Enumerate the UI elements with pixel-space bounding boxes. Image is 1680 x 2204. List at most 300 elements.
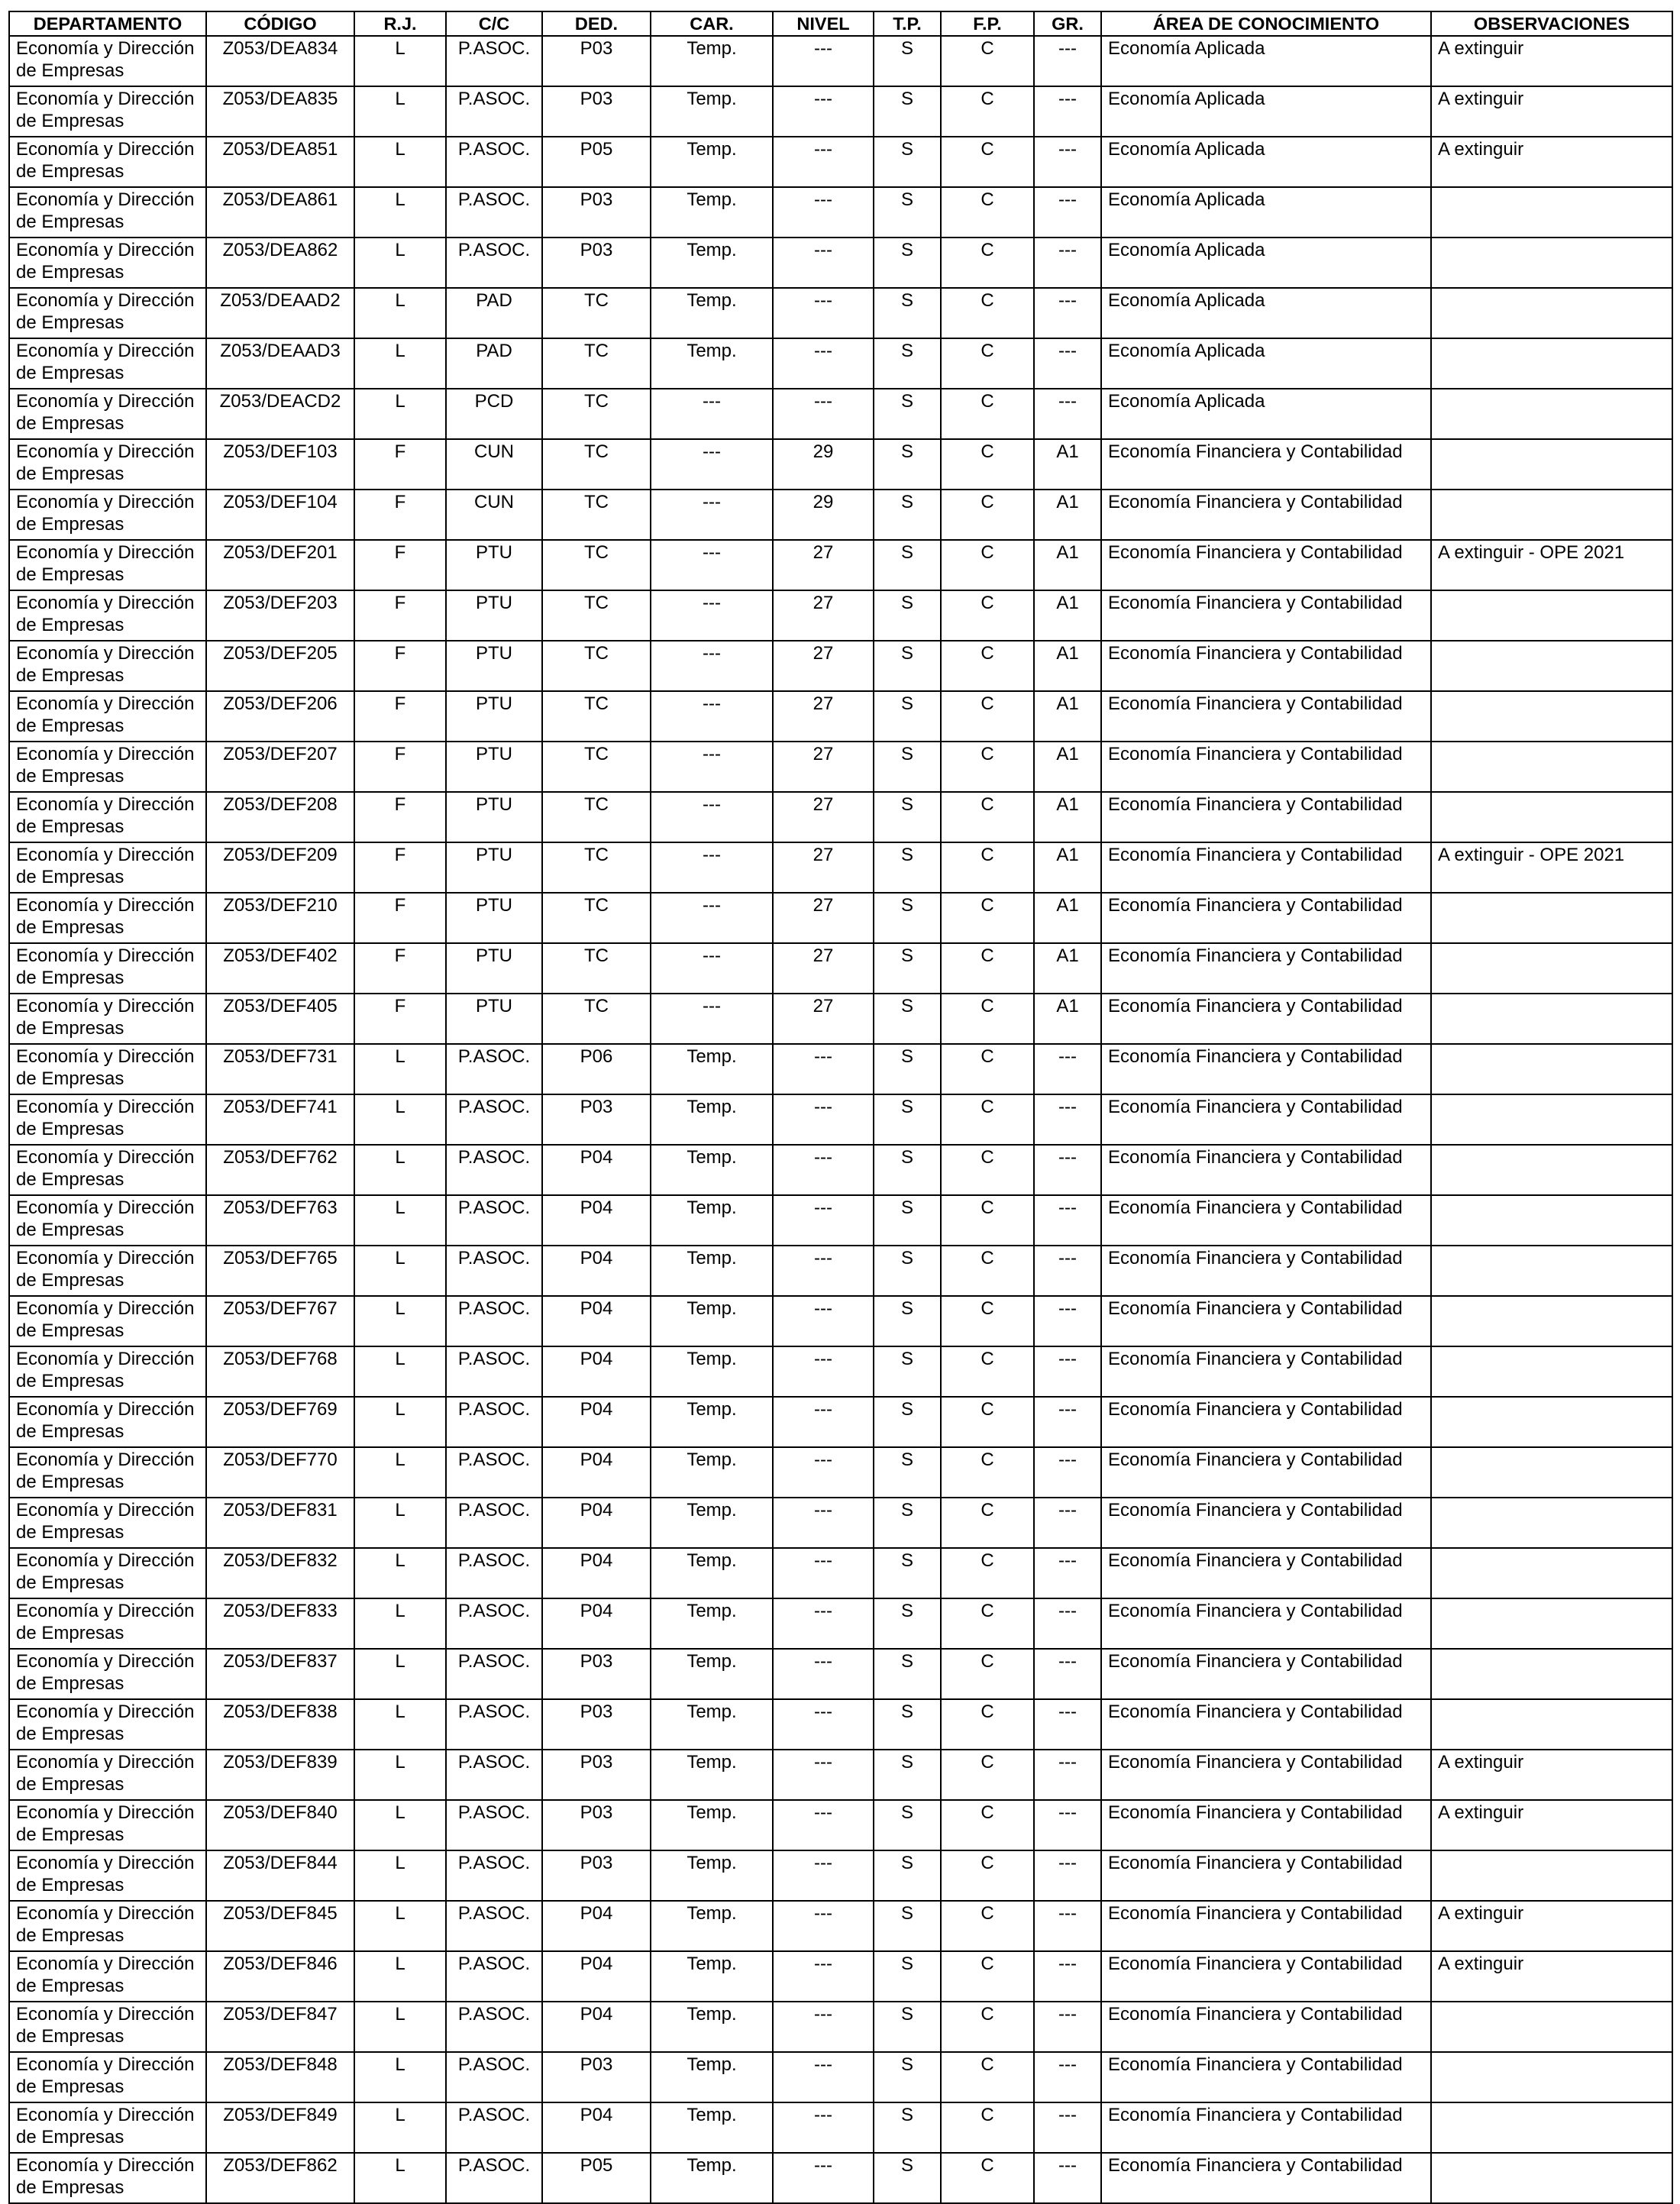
area-cell: Economía Aplicada	[1101, 187, 1431, 238]
cc-cell: P.ASOC.	[446, 1951, 542, 2002]
fp-cell: C	[941, 1044, 1034, 1094]
gr-cell: A1	[1034, 792, 1101, 842]
area-cell: Economía Financiera y Contabilidad	[1101, 2002, 1431, 2052]
gr-cell: A1	[1034, 893, 1101, 943]
rj-cell: L	[354, 1548, 446, 1598]
table-body	[9, 36, 1672, 2203]
header-cc: C/C	[446, 11, 542, 36]
departamento-cell: Economía y Dirección de Empresas	[9, 238, 206, 288]
observaciones-cell	[1431, 490, 1672, 540]
gr-cell: ---	[1034, 86, 1101, 137]
nivel-cell: ---	[773, 1044, 874, 1094]
observaciones-cell: A extinguir	[1431, 1951, 1672, 2002]
nivel-cell: ---	[773, 1246, 874, 1296]
gr-cell: ---	[1034, 288, 1101, 338]
codigo-cell: Z053/DEF762	[206, 1145, 354, 1195]
nivel-cell: ---	[773, 2002, 874, 2052]
table-row	[9, 994, 1672, 1044]
table-row	[9, 2002, 1672, 2052]
cc-cell: P.ASOC.	[446, 2052, 542, 2102]
cc-cell: P.ASOC.	[446, 36, 542, 86]
car-cell: Temp.	[651, 1044, 773, 1094]
cc-cell: P.ASOC.	[446, 238, 542, 288]
car-cell: Temp.	[651, 1246, 773, 1296]
ded-cell: P03	[542, 86, 651, 137]
gr-cell: ---	[1034, 1346, 1101, 1397]
gr-cell: A1	[1034, 590, 1101, 641]
ded-cell: P04	[542, 1951, 651, 2002]
car-cell: ---	[651, 842, 773, 893]
cc-cell: P.ASOC.	[446, 1750, 542, 1800]
observaciones-cell	[1431, 893, 1672, 943]
departamento-cell: Economía y Dirección de Empresas	[9, 1397, 206, 1447]
codigo-cell: Z053/DEF840	[206, 1800, 354, 1850]
car-cell: Temp.	[651, 86, 773, 137]
gr-cell: A1	[1034, 943, 1101, 994]
codigo-cell: Z053/DEF203	[206, 590, 354, 641]
nivel-cell: ---	[773, 1649, 874, 1699]
gr-cell: ---	[1034, 2002, 1101, 2052]
table-row	[9, 1346, 1672, 1397]
rj-cell: L	[354, 1044, 446, 1094]
nivel-cell: ---	[773, 1699, 874, 1750]
observaciones-cell	[1431, 691, 1672, 742]
observaciones-cell	[1431, 2052, 1672, 2102]
rj-cell: L	[354, 2102, 446, 2153]
table-row	[9, 641, 1672, 691]
observaciones-cell	[1431, 742, 1672, 792]
fp-cell: C	[941, 691, 1034, 742]
codigo-cell: Z053/DEF845	[206, 1901, 354, 1951]
area-cell: Economía Financiera y Contabilidad	[1101, 1548, 1431, 1598]
cc-cell: P.ASOC.	[446, 1094, 542, 1145]
gr-cell: ---	[1034, 338, 1101, 389]
nivel-cell: ---	[773, 2102, 874, 2153]
table-row	[9, 1598, 1672, 1649]
departamento-cell: Economía y Dirección de Empresas	[9, 2002, 206, 2052]
area-cell: Economía Financiera y Contabilidad	[1101, 842, 1431, 893]
ded-cell: P04	[542, 1447, 651, 1498]
cc-cell: P.ASOC.	[446, 86, 542, 137]
car-cell: ---	[651, 994, 773, 1044]
fp-cell: C	[941, 1750, 1034, 1800]
observaciones-cell: A extinguir - OPE 2021	[1431, 540, 1672, 590]
codigo-cell: Z053/DEF210	[206, 893, 354, 943]
tp-cell: S	[874, 288, 941, 338]
header-observaciones: OBSERVACIONES	[1431, 11, 1672, 36]
tp-cell: S	[874, 36, 941, 86]
tp-cell: S	[874, 1649, 941, 1699]
area-cell: Economía Financiera y Contabilidad	[1101, 1850, 1431, 1901]
area-cell: Economía Financiera y Contabilidad	[1101, 2052, 1431, 2102]
area-cell: Economía Financiera y Contabilidad	[1101, 1750, 1431, 1800]
rj-cell: L	[354, 238, 446, 288]
nivel-cell: ---	[773, 1951, 874, 2002]
area-cell: Economía Financiera y Contabilidad	[1101, 1346, 1431, 1397]
table-row	[9, 238, 1672, 288]
nivel-cell: ---	[773, 36, 874, 86]
nivel-cell: 29	[773, 439, 874, 490]
header-fp: F.P.	[941, 11, 1034, 36]
car-cell: Temp.	[651, 1296, 773, 1346]
departamento-cell: Economía y Dirección de Empresas	[9, 288, 206, 338]
observaciones-cell	[1431, 1598, 1672, 1649]
car-cell: Temp.	[651, 1598, 773, 1649]
table-row	[9, 86, 1672, 137]
car-cell: ---	[651, 893, 773, 943]
gr-cell: ---	[1034, 1397, 1101, 1447]
area-cell: Economía Aplicada	[1101, 238, 1431, 288]
nivel-cell: 27	[773, 742, 874, 792]
tp-cell: S	[874, 439, 941, 490]
cc-cell: P.ASOC.	[446, 1850, 542, 1901]
ded-cell: P04	[542, 1296, 651, 1346]
area-cell: Economía Financiera y Contabilidad	[1101, 1951, 1431, 2002]
codigo-cell: Z053/DEA862	[206, 238, 354, 288]
observaciones-cell	[1431, 792, 1672, 842]
codigo-cell: Z053/DEAAD3	[206, 338, 354, 389]
rj-cell: L	[354, 1296, 446, 1346]
fp-cell: C	[941, 1548, 1034, 1598]
car-cell: Temp.	[651, 2102, 773, 2153]
codigo-cell: Z053/DEF831	[206, 1498, 354, 1548]
ded-cell: TC	[542, 590, 651, 641]
ded-cell: P03	[542, 1699, 651, 1750]
gr-cell: ---	[1034, 1548, 1101, 1598]
rj-cell: L	[354, 86, 446, 137]
codigo-cell: Z053/DEF763	[206, 1195, 354, 1246]
car-cell: Temp.	[651, 2002, 773, 2052]
codigo-cell: Z053/DEF769	[206, 1397, 354, 1447]
rj-cell: L	[354, 36, 446, 86]
tp-cell: S	[874, 2052, 941, 2102]
car-cell: Temp.	[651, 2052, 773, 2102]
observaciones-cell	[1431, 288, 1672, 338]
fp-cell: C	[941, 893, 1034, 943]
table-row	[9, 2052, 1672, 2102]
area-cell: Economía Financiera y Contabilidad	[1101, 742, 1431, 792]
departamento-cell: Economía y Dirección de Empresas	[9, 1800, 206, 1850]
area-cell: Economía Financiera y Contabilidad	[1101, 1296, 1431, 1346]
nivel-cell: ---	[773, 2052, 874, 2102]
tp-cell: S	[874, 1548, 941, 1598]
cc-cell: PTU	[446, 994, 542, 1044]
codigo-cell: Z053/DEF839	[206, 1750, 354, 1800]
observaciones-cell: A extinguir - OPE 2021	[1431, 842, 1672, 893]
ded-cell: TC	[542, 439, 651, 490]
departamento-cell: Economía y Dirección de Empresas	[9, 439, 206, 490]
fp-cell: C	[941, 36, 1034, 86]
header-car: CAR.	[651, 11, 773, 36]
observaciones-cell: A extinguir	[1431, 1901, 1672, 1951]
table-row	[9, 1397, 1672, 1447]
codigo-cell: Z053/DEA861	[206, 187, 354, 238]
area-cell: Economía Financiera y Contabilidad	[1101, 1145, 1431, 1195]
ded-cell: TC	[542, 490, 651, 540]
area-cell: Economía Financiera y Contabilidad	[1101, 1195, 1431, 1246]
area-cell: Economía Aplicada	[1101, 288, 1431, 338]
fp-cell: C	[941, 1346, 1034, 1397]
rj-cell: F	[354, 742, 446, 792]
table-row	[9, 1094, 1672, 1145]
nivel-cell: 29	[773, 490, 874, 540]
observaciones-cell	[1431, 187, 1672, 238]
nivel-cell: ---	[773, 1094, 874, 1145]
table-row	[9, 137, 1672, 187]
codigo-cell: Z053/DEF770	[206, 1447, 354, 1498]
car-cell: ---	[651, 540, 773, 590]
tp-cell: S	[874, 1296, 941, 1346]
gr-cell: A1	[1034, 994, 1101, 1044]
car-cell: ---	[651, 691, 773, 742]
tp-cell: S	[874, 943, 941, 994]
codigo-cell: Z053/DEF767	[206, 1296, 354, 1346]
gr-cell: ---	[1034, 2102, 1101, 2153]
gr-cell: ---	[1034, 1750, 1101, 1800]
gr-cell: ---	[1034, 1850, 1101, 1901]
ded-cell: P03	[542, 36, 651, 86]
fp-cell: C	[941, 2102, 1034, 2153]
departamento-cell: Economía y Dirección de Empresas	[9, 641, 206, 691]
nivel-cell: 27	[773, 792, 874, 842]
car-cell: Temp.	[651, 338, 773, 389]
area-cell: Economía Aplicada	[1101, 36, 1431, 86]
rj-cell: L	[354, 1800, 446, 1850]
rj-cell: L	[354, 1397, 446, 1447]
fp-cell: C	[941, 1094, 1034, 1145]
rj-cell: F	[354, 994, 446, 1044]
ded-cell: P05	[542, 2153, 651, 2203]
rj-cell: L	[354, 338, 446, 389]
observaciones-cell	[1431, 439, 1672, 490]
departamento-cell: Economía y Dirección de Empresas	[9, 590, 206, 641]
departamento-cell: Economía y Dirección de Empresas	[9, 2052, 206, 2102]
codigo-cell: Z053/DEF402	[206, 943, 354, 994]
rj-cell: L	[354, 2153, 446, 2203]
fp-cell: C	[941, 2002, 1034, 2052]
cc-cell: PCD	[446, 389, 542, 439]
area-cell: Economía Financiera y Contabilidad	[1101, 943, 1431, 994]
departamento-cell: Economía y Dirección de Empresas	[9, 1346, 206, 1397]
rj-cell: L	[354, 1649, 446, 1699]
departamento-cell: Economía y Dirección de Empresas	[9, 1145, 206, 1195]
rj-cell: F	[354, 641, 446, 691]
header-rj: R.J.	[354, 11, 446, 36]
nivel-cell: ---	[773, 1498, 874, 1548]
observaciones-cell	[1431, 1195, 1672, 1246]
rj-cell: L	[354, 1750, 446, 1800]
table-row	[9, 1850, 1672, 1901]
departamento-cell: Economía y Dirección de Empresas	[9, 1598, 206, 1649]
gr-cell: ---	[1034, 36, 1101, 86]
tp-cell: S	[874, 2002, 941, 2052]
departamento-cell: Economía y Dirección de Empresas	[9, 389, 206, 439]
table-row	[9, 742, 1672, 792]
fp-cell: C	[941, 1397, 1034, 1447]
ded-cell: P03	[542, 2052, 651, 2102]
cc-cell: PAD	[446, 338, 542, 389]
table-row	[9, 1800, 1672, 1850]
rj-cell: F	[354, 439, 446, 490]
fp-cell: C	[941, 439, 1034, 490]
car-cell: ---	[651, 490, 773, 540]
cc-cell: P.ASOC.	[446, 1598, 542, 1649]
cc-cell: PTU	[446, 641, 542, 691]
rj-cell: L	[354, 288, 446, 338]
codigo-cell: Z053/DEF837	[206, 1649, 354, 1699]
ded-cell: P04	[542, 2102, 651, 2153]
header-ded: DED.	[542, 11, 651, 36]
table-row	[9, 2153, 1672, 2203]
tp-cell: S	[874, 2153, 941, 2203]
car-cell: ---	[651, 439, 773, 490]
rj-cell: L	[354, 2002, 446, 2052]
observaciones-cell: A extinguir	[1431, 86, 1672, 137]
area-cell: Economía Financiera y Contabilidad	[1101, 641, 1431, 691]
table-row	[9, 1246, 1672, 1296]
gr-cell: ---	[1034, 1498, 1101, 1548]
departamento-cell: Economía y Dirección de Empresas	[9, 893, 206, 943]
tp-cell: S	[874, 1498, 941, 1548]
area-cell: Economía Financiera y Contabilidad	[1101, 1044, 1431, 1094]
fp-cell: C	[941, 338, 1034, 389]
rj-cell: F	[354, 590, 446, 641]
rj-cell: L	[354, 1951, 446, 2002]
fp-cell: C	[941, 490, 1034, 540]
departamento-cell: Economía y Dirección de Empresas	[9, 1195, 206, 1246]
fp-cell: C	[941, 590, 1034, 641]
rj-cell: L	[354, 137, 446, 187]
observaciones-cell: A extinguir	[1431, 1750, 1672, 1800]
gr-cell: A1	[1034, 439, 1101, 490]
nivel-cell: ---	[773, 187, 874, 238]
area-cell: Economía Financiera y Contabilidad	[1101, 1498, 1431, 1548]
nivel-cell: ---	[773, 137, 874, 187]
fp-cell: C	[941, 1800, 1034, 1850]
gr-cell: A1	[1034, 842, 1101, 893]
rj-cell: L	[354, 1699, 446, 1750]
observaciones-cell	[1431, 1044, 1672, 1094]
codigo-cell: Z053/DEACD2	[206, 389, 354, 439]
tp-cell: S	[874, 238, 941, 288]
departamento-cell: Economía y Dirección de Empresas	[9, 1548, 206, 1598]
codigo-cell: Z053/DEF833	[206, 1598, 354, 1649]
rj-cell: F	[354, 893, 446, 943]
codigo-cell: Z053/DEF207	[206, 742, 354, 792]
observaciones-cell	[1431, 1296, 1672, 1346]
car-cell: ---	[651, 742, 773, 792]
nivel-cell: ---	[773, 1850, 874, 1901]
codigo-cell: Z053/DEF205	[206, 641, 354, 691]
observaciones-cell	[1431, 1699, 1672, 1750]
fp-cell: C	[941, 2153, 1034, 2203]
area-cell: Economía Financiera y Contabilidad	[1101, 994, 1431, 1044]
cc-cell: P.ASOC.	[446, 1195, 542, 1246]
codigo-cell: Z053/DEF731	[206, 1044, 354, 1094]
departamento-cell: Economía y Dirección de Empresas	[9, 338, 206, 389]
fp-cell: C	[941, 1498, 1034, 1548]
cc-cell: P.ASOC.	[446, 1447, 542, 1498]
rj-cell: L	[354, 187, 446, 238]
cc-cell: P.ASOC.	[446, 1246, 542, 1296]
car-cell: ---	[651, 792, 773, 842]
cc-cell: PTU	[446, 540, 542, 590]
nivel-cell: 27	[773, 893, 874, 943]
cc-cell: PTU	[446, 792, 542, 842]
nivel-cell: ---	[773, 1548, 874, 1598]
rj-cell: L	[354, 1346, 446, 1397]
table-row	[9, 1498, 1672, 1548]
fp-cell: C	[941, 943, 1034, 994]
area-cell: Economía Aplicada	[1101, 86, 1431, 137]
fp-cell: C	[941, 1951, 1034, 2002]
gr-cell: ---	[1034, 1044, 1101, 1094]
rj-cell: F	[354, 490, 446, 540]
cc-cell: PTU	[446, 590, 542, 641]
nivel-cell: ---	[773, 1901, 874, 1951]
rj-cell: L	[354, 389, 446, 439]
fp-cell: C	[941, 1246, 1034, 1296]
nivel-cell: ---	[773, 1346, 874, 1397]
tp-cell: S	[874, 1598, 941, 1649]
table-row	[9, 187, 1672, 238]
rj-cell: L	[354, 1850, 446, 1901]
ded-cell: TC	[542, 893, 651, 943]
tp-cell: S	[874, 1800, 941, 1850]
nivel-cell: ---	[773, 1447, 874, 1498]
observaciones-cell	[1431, 590, 1672, 641]
ded-cell: TC	[542, 994, 651, 1044]
departamento-cell: Economía y Dirección de Empresas	[9, 490, 206, 540]
ded-cell: TC	[542, 943, 651, 994]
gr-cell: ---	[1034, 389, 1101, 439]
tp-cell: S	[874, 742, 941, 792]
fp-cell: C	[941, 288, 1034, 338]
rj-cell: L	[354, 1195, 446, 1246]
area-cell: Economía Financiera y Contabilidad	[1101, 893, 1431, 943]
tp-cell: S	[874, 1346, 941, 1397]
departamento-cell: Economía y Dirección de Empresas	[9, 792, 206, 842]
car-cell: Temp.	[651, 238, 773, 288]
codigo-cell: Z053/DEF209	[206, 842, 354, 893]
fp-cell: C	[941, 1447, 1034, 1498]
tp-cell: S	[874, 1397, 941, 1447]
departamento-cell: Economía y Dirección de Empresas	[9, 1094, 206, 1145]
table-row	[9, 1649, 1672, 1699]
fp-cell: C	[941, 842, 1034, 893]
nivel-cell: 27	[773, 943, 874, 994]
observaciones-cell	[1431, 1145, 1672, 1195]
ded-cell: P04	[542, 1346, 651, 1397]
observaciones-cell	[1431, 2153, 1672, 2203]
cc-cell: P.ASOC.	[446, 1397, 542, 1447]
codigo-cell: Z053/DEAAD2	[206, 288, 354, 338]
departamento-cell: Economía y Dirección de Empresas	[9, 842, 206, 893]
tp-cell: S	[874, 994, 941, 1044]
tp-cell: S	[874, 338, 941, 389]
observaciones-cell	[1431, 1649, 1672, 1699]
nivel-cell: 27	[773, 691, 874, 742]
table-row	[9, 338, 1672, 389]
car-cell: Temp.	[651, 1951, 773, 2002]
fp-cell: C	[941, 137, 1034, 187]
car-cell: Temp.	[651, 1800, 773, 1850]
cc-cell: P.ASOC.	[446, 2002, 542, 2052]
fp-cell: C	[941, 792, 1034, 842]
fp-cell: C	[941, 1699, 1034, 1750]
codigo-cell: Z053/DEF846	[206, 1951, 354, 2002]
cc-cell: P.ASOC.	[446, 1649, 542, 1699]
